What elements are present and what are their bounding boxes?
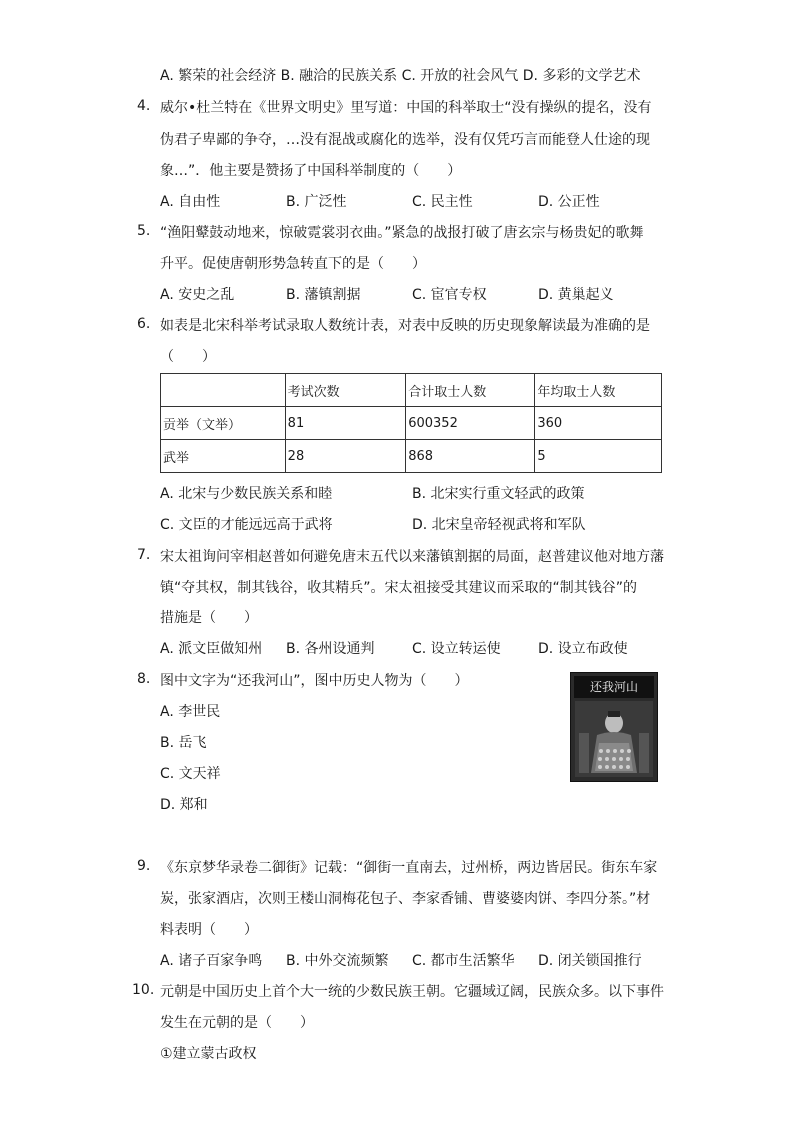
question-number: 7. xyxy=(137,547,151,563)
table-cell: 81 xyxy=(285,407,406,440)
option-c: C. 民主性 xyxy=(412,194,473,210)
option-a: A. 自由性 xyxy=(160,194,221,210)
table-row xyxy=(161,440,662,473)
historical-figure-image xyxy=(570,672,658,782)
question-text: 图中文字为“还我河山”，图中历史人物为（ ） xyxy=(160,673,469,689)
question-number: 4. xyxy=(137,98,151,114)
option-c: C. 都市生活繁华 xyxy=(412,953,515,969)
question-text: 元朝是中国历史上首个大一统的少数民族王朝。它疆域辽阔，民族众多。以下事件 xyxy=(160,984,664,1000)
option-d: D. 公正性 xyxy=(538,194,600,210)
question-text: 镇“夺其权，制其钱谷，收其精兵”。宋太祖接受其建议而采取的“制其钱谷”的 xyxy=(160,580,638,596)
option-c: C. 文臣的才能远远高于武将 xyxy=(160,517,333,533)
table-cell: 868 xyxy=(406,440,535,473)
question-text: 料表明（ ） xyxy=(160,922,258,938)
table-cell: 5 xyxy=(535,440,662,473)
option-d: D. 北宋皇帝轻视武将和军队 xyxy=(412,517,586,533)
table-cell: 28 xyxy=(285,440,406,473)
option-b: B. 藩镇割据 xyxy=(286,287,361,303)
table-cell: 贡举（文举） xyxy=(161,407,286,440)
table-header-row xyxy=(161,374,662,407)
option-d: D. 设立布政使 xyxy=(538,641,628,657)
image-caption-banner: 还我河山 xyxy=(574,676,654,698)
question-number: 10. xyxy=(132,982,155,998)
question-text: 象…”．他主要是赞扬了中国科举制度的（ ） xyxy=(160,163,462,179)
table-cell: 武举 xyxy=(161,440,286,473)
option-a: A. 李世民 xyxy=(160,704,221,720)
question-number: 6. xyxy=(137,316,151,332)
q3-options-line: A. 繁荣的社会经济 B. 融洽的民族关系 C. 开放的社会风气 D. 多彩的文学艺术 xyxy=(160,68,641,84)
table-cell: 600352 xyxy=(406,407,535,440)
question-number: 5. xyxy=(137,223,151,239)
question-text: 宋太祖询问宰相赵普如何避免唐末五代以来藩镇割据的局面，赵普建议他对地方藩 xyxy=(160,549,664,565)
option-d: D. 郑和 xyxy=(160,797,208,813)
option-d: D. 黄巢起义 xyxy=(538,287,614,303)
question-text: 威尔•杜兰特在《世界文明史》里写道：中国的科举取士“没有操纵的提名，没有 xyxy=(160,100,652,116)
question-text: 如表是北宋科举考试录取人数统计表，对表中反映的历史现象解读最为准确的是 xyxy=(160,318,650,334)
option-a: A. 北宋与少数民族关系和睦 xyxy=(160,486,333,502)
question-text: “渔阳鼙鼓动地来，惊破霓裳羽衣曲。”紧急的战报打破了唐玄宗与杨贵妃的歌舞 xyxy=(160,225,644,241)
question-text: 升平。促使唐朝形势急转直下的是（ ） xyxy=(160,256,426,272)
option-b: B. 各州设通判 xyxy=(286,641,375,657)
option-b: B. 中外交流频繁 xyxy=(286,953,389,969)
question-text: 《东京梦华录卷二御街》记载：“御街一直南去，过州桥，两边皆居民。街东车家 xyxy=(160,860,658,876)
option-c: C. 宦官专权 xyxy=(412,287,487,303)
option-d: D. 闭关锁国推行 xyxy=(538,953,642,969)
option-a: A. 派文臣做知州 xyxy=(160,641,263,657)
table-cell: 360 xyxy=(535,407,662,440)
option-b: B. 广泛性 xyxy=(286,194,347,210)
option-a: A. 安史之乱 xyxy=(160,287,235,303)
table-header-cell: 合计取士人数 xyxy=(406,374,535,407)
question-text: （ ） xyxy=(160,349,216,365)
option-c: C. 设立转运使 xyxy=(412,641,501,657)
question-text: 伪君子卑鄙的争夺，…没有混战或腐化的选举，没有仅凭巧言而能登人仕途的现 xyxy=(160,132,650,148)
question-text: 措施是（ ） xyxy=(160,610,258,626)
question-number: 8. xyxy=(137,671,151,687)
option-b: B. 岳飞 xyxy=(160,735,207,751)
table-row xyxy=(161,407,662,440)
question-text: 炭，张家酒店，次则王楼山洞梅花包子、李家香铺、曹婆婆肉饼、李四分茶。”材 xyxy=(160,891,651,907)
question-text: 发生在元朝的是（ ） xyxy=(160,1015,314,1031)
question-number: 9. xyxy=(137,858,151,874)
option-a: A. 诸子百家争鸣 xyxy=(160,953,263,969)
table-header-cell xyxy=(161,374,286,407)
exam-statistics-table xyxy=(160,373,662,473)
table-header-cell: 年均取士人数 xyxy=(535,374,662,407)
seated-figure-icon xyxy=(571,673,657,781)
option-c: C. 文天祥 xyxy=(160,766,221,782)
table-header-cell: 考试次数 xyxy=(285,374,406,407)
option-b: B. 北宋实行重文轻武的政策 xyxy=(412,486,585,502)
question-text: ①建立蒙古政权 xyxy=(160,1046,257,1062)
